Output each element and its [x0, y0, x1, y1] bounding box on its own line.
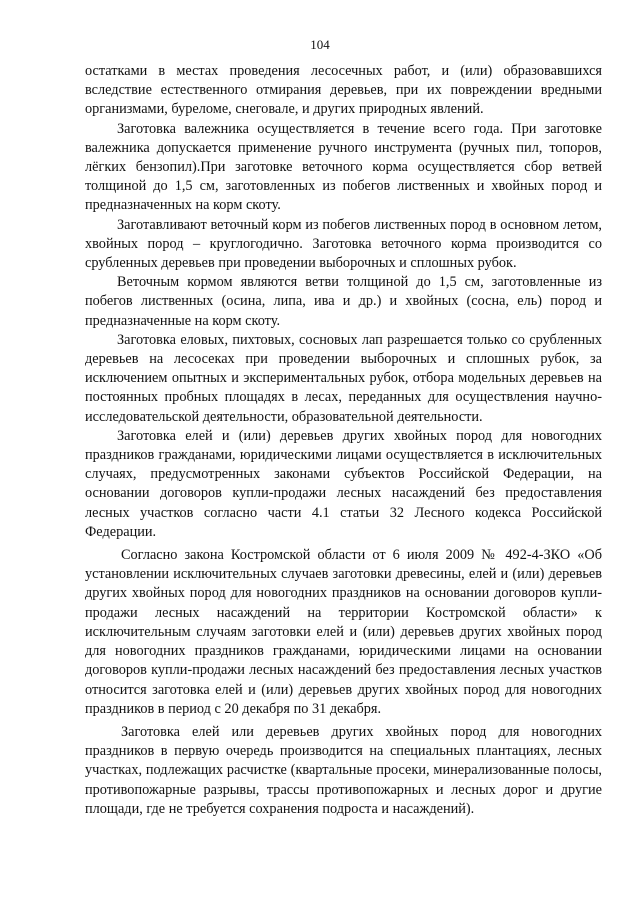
paragraph-conifer-branches: Заготовка еловых, пихтовых, сосновых лап разрешается только со срубленных деревьев на лесосеках при проведении выборочных и сплошных рубок, за исключением опытных и экспериментальных рубок, отбора модельных деревьев на постоянных пробных площадях в лесах, переданных для осуществления научно-исследовательской деятельности, образовательной деятельности. — [85, 331, 602, 425]
paragraph-new-year-trees: Заготовка елей и (или) деревьев других хвойных пород для новогодних праздников гражданами, юридическими лицами осуществляется в исключительных случаях, предусмотренных законами субъектов Российской Федерации, на основании договоров купли-продажи лесных насаждений без предоставления лесных участков согласно части 4.1 статьи 32 Лесного кодекса Российской Федерации. — [85, 427, 602, 540]
paragraph-deadwood-harvesting: Заготовка валежника осуществляется в течение всего года. При заготовке валежника допускается применение ручного инструмента (ручных пил, топоров, лёгких бензопил).При заготовке веточного корма осуществляется сбор ветвей толщиной до 1,5 см, заготовленных из побегов лиственных и хвойных пород и предназначенных на корм скоту. — [85, 120, 602, 214]
paragraph-branch-feed-definition: Веточным кормом являются ветви толщиной до 1,5 см, заготовленные из побегов лиственных (осина, липа, ива и др.) и хвойных (сосна, ель) пород и предназначенные на корм скоту. — [85, 274, 602, 329]
paragraph-harvesting-locations: Заготовка елей или деревьев других хвойных пород для новогодних праздников в первую очередь производится на специальных плантациях, лесных участках, подлежащих расчистке (квартальные просеки, минерализованные полосы, противопожарные разрывы, трассы противопожарных и лесных дорог и другие площади, где не требуется сохранения подроста и насаждений). — [85, 723, 602, 817]
body-text — [85, 62, 602, 819]
paragraph-branch-feed-seasons: Заготавливают веточный корм из побегов лиственных пород в основном летом, хвойных пород – круглогодично. Заготовка веточного корма производится со срубленных деревьев при проведении выборочных и сплошных рубок. — [85, 216, 602, 272]
paragraph-continuation: остатками в местах проведения лесосечных работ, и (или) образовавшихся вследствие естественного отмирания деревьев, при их повреждении вредными организмами, буреломе, снеговале, и других природных явлений. — [85, 63, 602, 118]
page-number: 104 — [310, 37, 330, 52]
paragraph-kostroma-law: Согласно закона Костромской области от 6 июля 2009 № 492-4-ЗКО «Об установлении исключительных случаев заготовки древесины, елей и (или) деревьев других хвойных пород для новогодних праздников на основании договоров купли-продажи лесных насаждений на территории Костромской области» к исключительным случаям заготовки елей и (или) деревьев других хвойных пород для новогодних праздников гражданами, юридическими лицами на основании договоров купли-продажи лесных насаждений без предоставления лесных участков относится заготовка елей и (или) деревьев других хвойных пород для новогодних праздников в период с 20 декабря по 31 декабря. — [85, 547, 602, 717]
